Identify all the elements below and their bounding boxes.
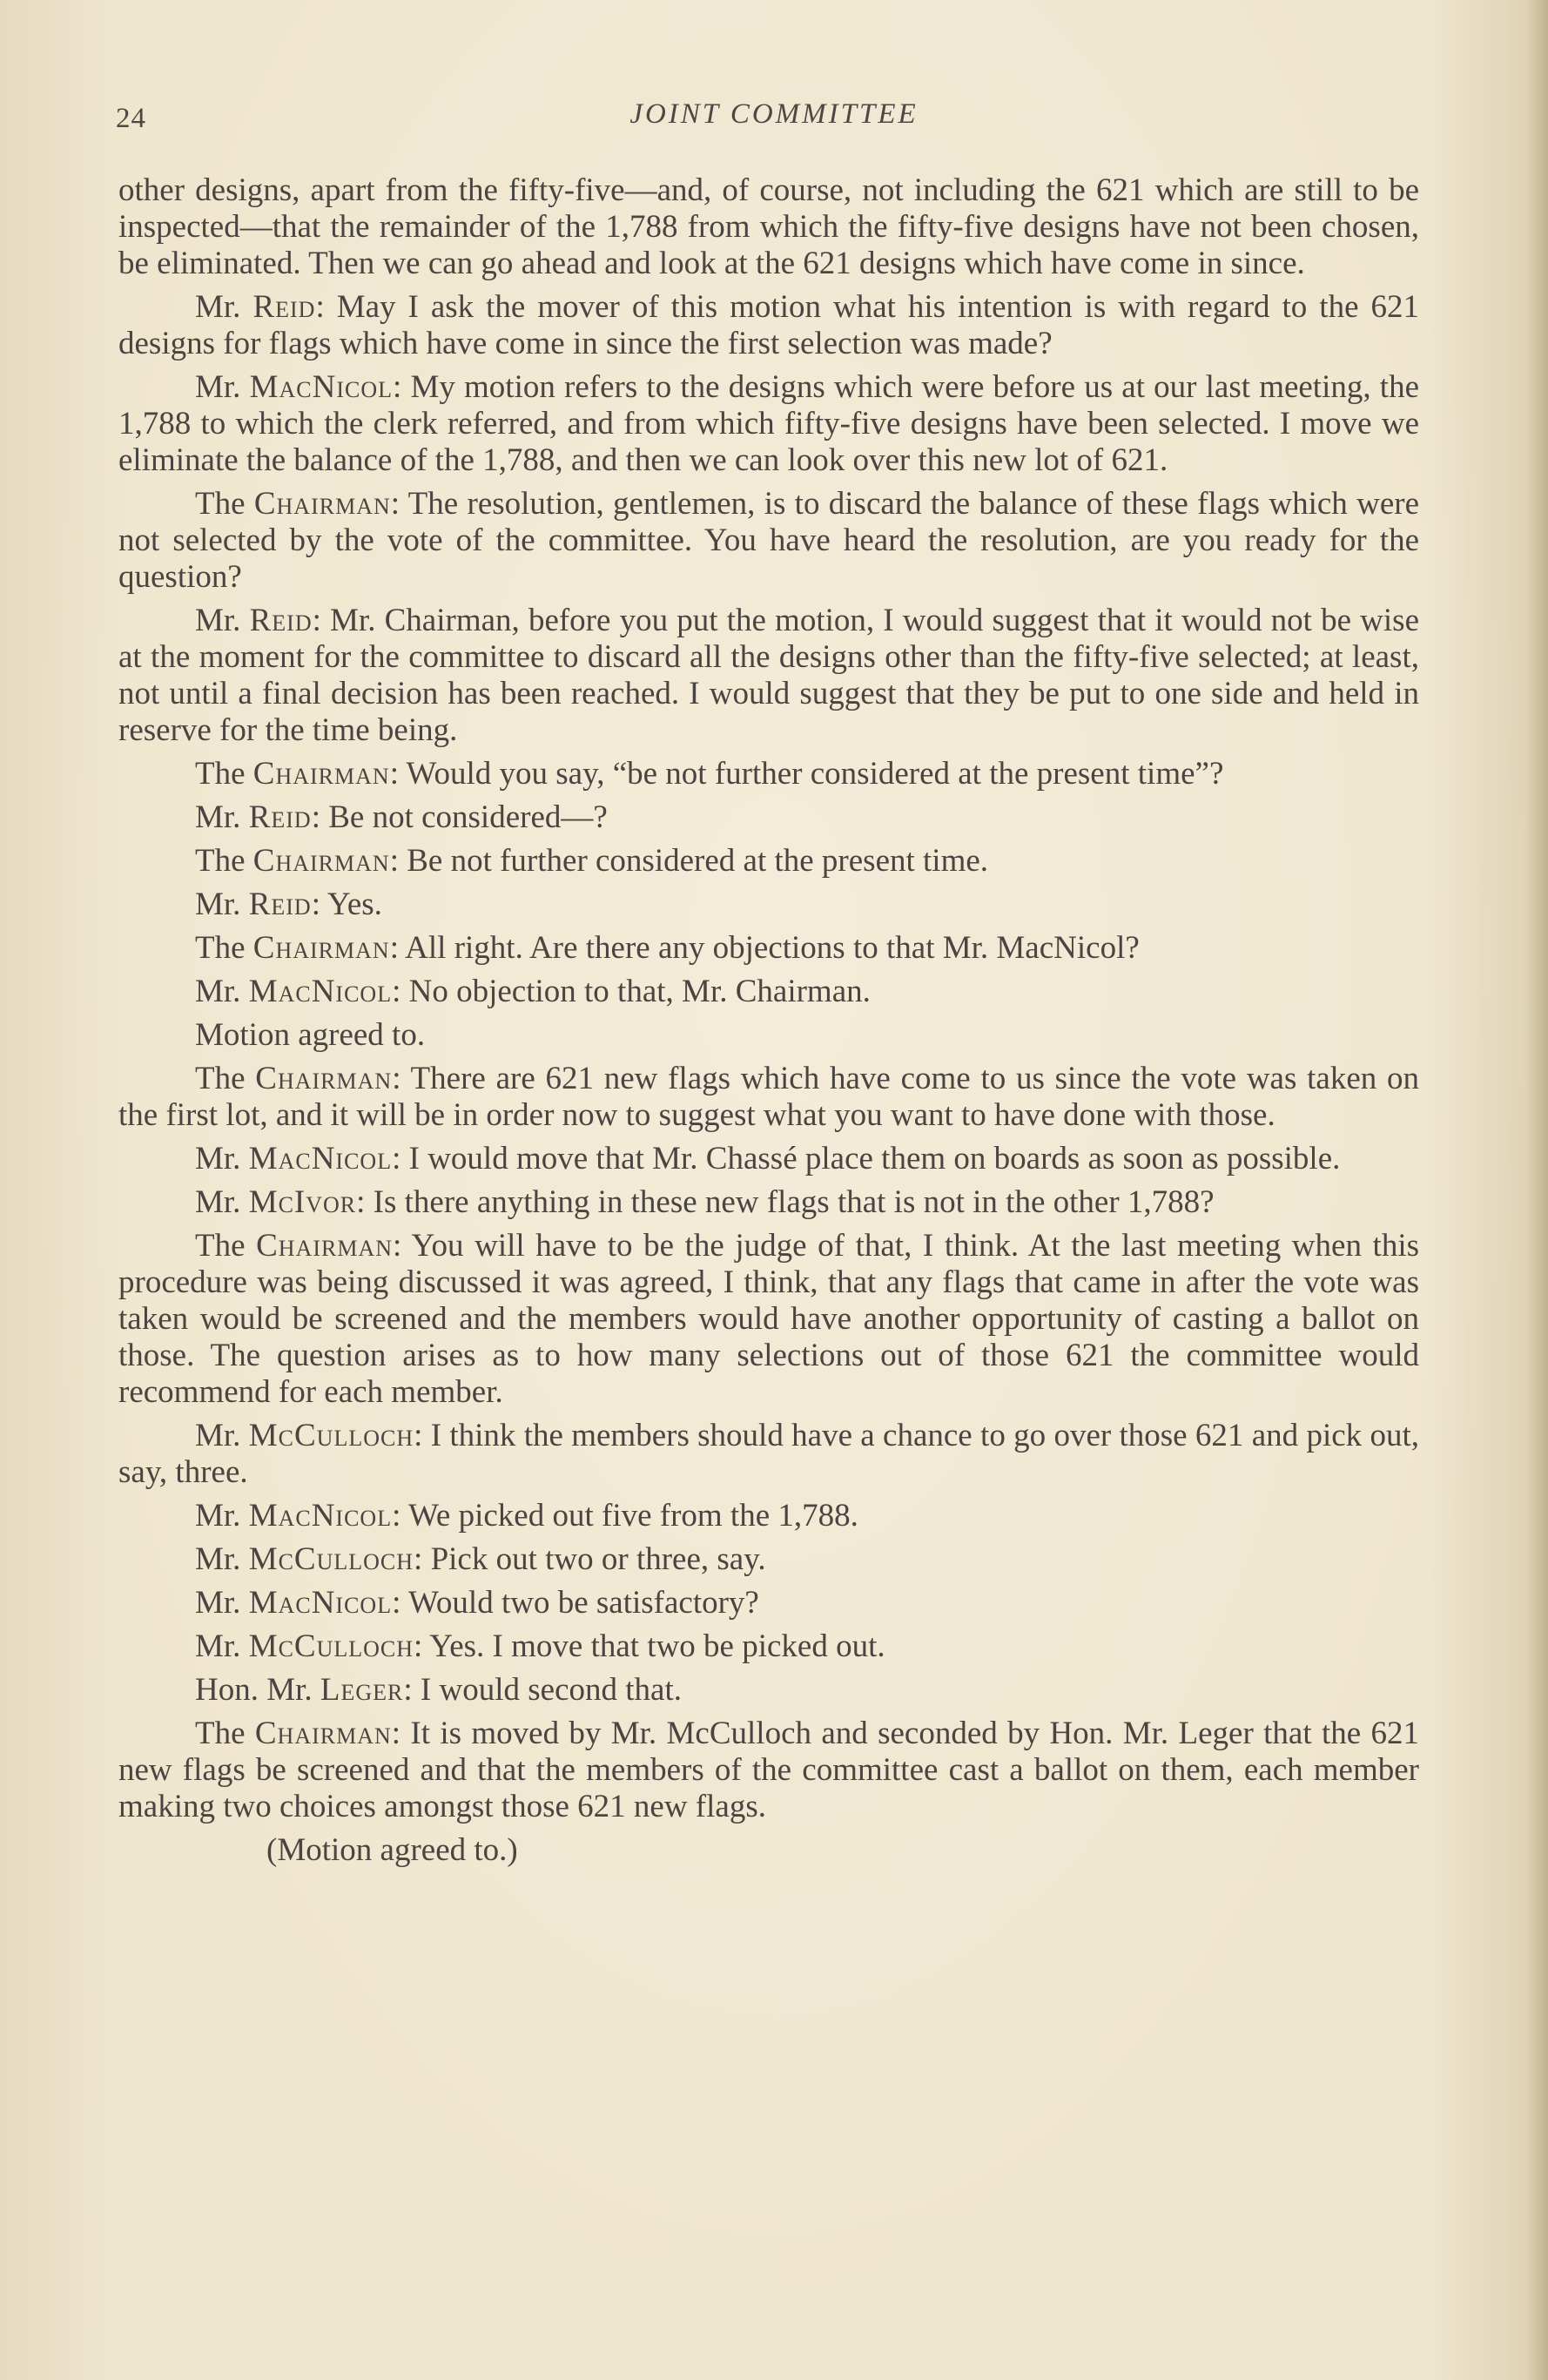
speech-text: : I would move that Mr. Chassé place them on boards as soon as possible.	[392, 1141, 1341, 1177]
paragraph-chairman-new-flags	[118, 1061, 1419, 1134]
paragraph-reid-clarify	[118, 799, 1419, 836]
paragraph-macnicol-two	[118, 1585, 1419, 1622]
speech-text: : I think the members should have a chance to go over those 621 and pick out, say, three.	[118, 1418, 1419, 1490]
paragraph-chairman-wording	[118, 756, 1419, 792]
paragraph-macnicol-five	[118, 1498, 1419, 1534]
speaker-title: Mr.	[195, 1141, 249, 1177]
speaker-name: Leger	[320, 1672, 404, 1708]
page-number: 24	[116, 103, 146, 134]
running-title: JOINT COMMITTEE	[629, 98, 919, 130]
paragraph-chairman-resolution	[118, 486, 1419, 596]
speaker-title: Mr.	[195, 289, 253, 325]
paragraph-continuation: other designs, apart from the fifty-five—and, of course, not including the 621 which are still to be inspected—that the remainder of the 1,788 from which the fifty-five designs have not been chosen, be eliminated. Then we can go ahead and look at the 621 designs which have come in since.	[118, 172, 1419, 281]
speaker-name: MacNicol	[249, 369, 394, 405]
paragraph-motion-agreed-final: (Motion agreed to.)	[266, 1832, 518, 1868]
speech-text: : I would second that.	[403, 1672, 682, 1708]
speaker-title: Mr.	[195, 1541, 249, 1577]
speech-text: : There are 621 new flags which have come to us since the vote was taken on the first lot, and it will be in order now to suggest what you want to have done with those.	[118, 1061, 1419, 1133]
speaker-name: Chairman	[255, 1061, 393, 1096]
paragraph-reid-question	[118, 289, 1419, 362]
speaker-title: The	[195, 843, 253, 879]
speaker-name: Chairman	[256, 1228, 394, 1264]
speaker-title: The	[195, 1716, 255, 1751]
speech-text: : Would two be satisfactory?	[392, 1585, 759, 1621]
speaker-title: The	[195, 756, 253, 792]
speech-text: : The resolution, gentlemen, is to discard the balance of these flags which were not selected by the vote of the committee. You have heard the resolution, are you ready for the question?	[118, 486, 1419, 595]
speaker-title: Mr.	[195, 1418, 249, 1453]
paragraph-chairman-moved	[118, 1716, 1419, 1825]
speech-text: : Mr. Chairman, before you put the motion, I would suggest that it would not be wise at the moment for the committee to discard all the designs other than the fifty-five selected; at least, not until a final decision has been reached. I would suggest that they be put to one side and held in reserve for the time being.	[118, 603, 1419, 748]
speaker-name: McCulloch	[248, 1541, 414, 1577]
transcript-body	[118, 172, 1419, 1869]
speaker-name: McIvor	[248, 1184, 357, 1220]
paragraph-reid-yes	[118, 887, 1419, 923]
page-edge-shadow	[1525, 0, 1548, 2380]
speech-text: : May I ask the mover of this motion what his intention is with regard to the 621 designs for flags which have come in since the first selection was made?	[118, 289, 1419, 361]
speech-text: : Is there anything in these new flags that is not in the other 1,788?	[356, 1184, 1215, 1220]
speech-text: : Would you say, “be not further considered at the present time”?	[389, 756, 1224, 792]
speaker-name: MacNicol	[248, 1141, 393, 1177]
speech-text: : Yes. I move that two be picked out.	[414, 1628, 885, 1664]
speaker-title: The	[195, 1061, 256, 1096]
paragraph-mcculloch-two-or-three	[118, 1541, 1419, 1578]
speaker-name: Reid	[248, 799, 312, 835]
speaker-title: The	[195, 1228, 257, 1264]
paragraph-chairman-restate	[118, 843, 1419, 880]
speaker-title: Hon. Mr.	[195, 1672, 320, 1708]
speaker-title: Mr.	[195, 974, 249, 1009]
paragraph-reid-suggestion	[118, 603, 1419, 749]
speaker-name: McCulloch	[248, 1628, 414, 1664]
paragraph-macnicol-no-objection	[118, 974, 1419, 1010]
speaker-name: Chairman	[253, 486, 391, 522]
speech-text: : All right. Are there any objections to that Mr. MacNicol?	[389, 930, 1140, 966]
speaker-name: McCulloch	[248, 1418, 414, 1453]
speaker-title: Mr.	[195, 369, 250, 405]
speech-text: : We picked out five from the 1,788.	[392, 1498, 858, 1534]
speaker-name: MacNicol	[248, 1585, 393, 1621]
speaker-title: Mr.	[195, 603, 250, 638]
speaker-title: The	[195, 930, 253, 966]
speech-text: : My motion refers to the designs which were before us at our last meeting, the 1,788 to which the clerk referred, and from which fifty-five designs have been selected. I move we eliminate the balance of the 1,788, and then we can look over this new lot of 621.	[118, 369, 1419, 478]
speaker-name: Chairman	[252, 756, 390, 792]
speaker-name: Chairman	[254, 1716, 392, 1751]
paragraph-motion-agreed: Motion agreed to.	[195, 1017, 426, 1053]
paragraph-chairman-objections	[118, 930, 1419, 967]
speech-text: : Be not considered—?	[311, 799, 608, 835]
speaker-title: Mr.	[195, 887, 249, 922]
speaker-name: MacNicol	[248, 974, 393, 1009]
speech-text: : Be not further considered at the present time.	[389, 843, 989, 879]
speech-text: : It is moved by Mr. McCulloch and seconded by Hon. Mr. Leger that the 621 new flags be screened and that the members of the committee cast a ballot on them, each member making two choices amongst those 621 new flags.	[118, 1716, 1419, 1824]
speaker-name: Reid	[248, 887, 312, 922]
speech-text: : You will have to be the judge of that, I think. At the last meeting when this procedure was being discussed it was agreed, I think, that any flags that came in after the vote was taken would be screened and the members would have another opportunity of casting a ballot on those. The question arises as to how many selections out of those 621 the committee would recommend for each member.	[118, 1228, 1419, 1410]
speaker-name: Chairman	[252, 930, 390, 966]
speaker-name: Reid	[252, 289, 316, 325]
paragraph-macnicol-boards	[118, 1141, 1419, 1177]
paragraph-macnicol-motion	[118, 369, 1419, 479]
speaker-name: Reid	[249, 603, 313, 638]
speaker-title: Mr.	[195, 1585, 249, 1621]
paragraph-mcculloch-three	[118, 1418, 1419, 1491]
paragraph-chairman-procedure	[118, 1228, 1419, 1411]
speaker-name: Chairman	[252, 843, 390, 879]
speech-text: : Yes.	[311, 887, 382, 922]
speech-text: : No objection to that, Mr. Chairman.	[392, 974, 871, 1009]
paragraph-mcivor-question	[118, 1184, 1419, 1221]
speaker-title: Mr.	[195, 1498, 249, 1534]
paragraph-leger-second	[118, 1672, 1419, 1709]
speaker-title: Mr.	[195, 1184, 249, 1220]
speaker-title: Mr.	[195, 799, 249, 835]
speech-text: : Pick out two or three, say.	[414, 1541, 766, 1577]
speaker-title: The	[195, 486, 254, 522]
speaker-name: MacNicol	[248, 1498, 393, 1534]
speaker-title: Mr.	[195, 1628, 249, 1664]
paragraph-mcculloch-move	[118, 1628, 1419, 1665]
